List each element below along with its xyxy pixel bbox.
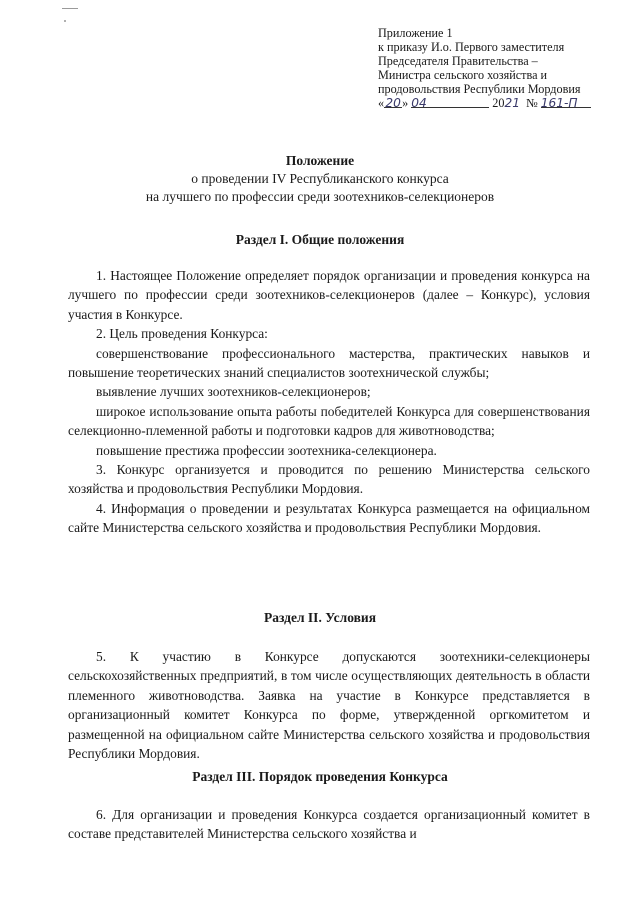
appendix-line: Министра сельского хозяйства и: [378, 68, 548, 82]
date-quote-close: »: [402, 96, 412, 110]
section-3-heading: Раздел III. Порядок проведения Конкурса: [192, 769, 448, 784]
title-main: Положение: [285, 153, 355, 168]
appendix-line: к приказу И.о. Первого заместителя: [378, 40, 565, 54]
date-year-handwritten: 21: [504, 96, 520, 110]
section-3-body: [68, 805, 590, 844]
paragraph: 5. К участию в Конкурсе допускаются зоотехники-селекционеры сельскохозяйственных предприятий, в том числе осуществляющих деятельность в области племенного животноводства. Заявка на участие в Конкурсе представляется в организационный комитет Конкурса по форме, утвержденной оргкомитетом и размещенной на официальном сайте Министерства сельского хозяйства и продовольствия Республики Мордовия.: [68, 649, 590, 762]
paragraph: выявление лучших зоотехников-селекционеров;: [96, 384, 371, 400]
document-title: [0, 152, 640, 206]
appendix-line: продовольствия Республики Мордовия: [378, 82, 581, 96]
section-2-body: [68, 647, 590, 763]
date-year-prefix: 20: [489, 96, 505, 110]
section-2-heading: Раздел II. Условия: [263, 610, 376, 625]
order-number-label: №: [526, 96, 538, 110]
paragraph: 2. Цель проведения Конкурса:: [96, 326, 268, 342]
appendix-block: [378, 26, 618, 110]
paragraph: 6. Для организации и проведения Конкурса создается организационный комитет в составе представителей Министерства сельского хозяйства и: [68, 807, 590, 842]
paragraph: 3. Конкурс организуется и проводится по решению Министерства сельского хозяйства и продовольствия Республики Мордовия.: [68, 462, 590, 497]
date-day-handwritten: 20: [385, 96, 401, 110]
appendix-line: Председателя Правительства –: [378, 54, 538, 68]
paragraph: совершенствование профессионального мастерства, практических навыков и повышение теоретических знаний специалистов зоотехнической службы;: [68, 345, 590, 381]
date-quote-open: «: [378, 96, 385, 110]
paragraph: 1. Настоящее Положение определяет порядок организации и проведения конкурса на лучшего по профессии среди зоотехников-селекционеров (далее – Конкурс), условия участия в Конкурсе.: [68, 268, 590, 322]
order-number-handwritten: 161-П: [541, 96, 591, 108]
scan-artifact-dot: [64, 20, 66, 22]
paragraph: 4. Информация о проведении и результатах Конкурса размещается на официальном сайте Министерства сельского хозяйства и продовольствия Республики Мордовия.: [68, 500, 590, 536]
title-line: на лучшего по профессии среди зоотехников-селекционеров: [145, 189, 495, 204]
scan-artifact-line: [62, 8, 78, 9]
paragraph: повышение престижа профессии зоотехника-селекционера.: [96, 442, 437, 458]
section-1-body: [68, 266, 590, 538]
order-date-row: [378, 96, 618, 110]
section-1-heading: Раздел I. Общие положения: [235, 232, 405, 247]
paragraph: широкое использование опыта работы победителей Конкурса для совершенствования селекционно-племенной работы и подготовки кадров для животноводства;: [68, 403, 590, 439]
title-line: о проведении IV Республиканского конкурса: [191, 171, 449, 186]
appendix-line: Приложение 1: [378, 26, 453, 40]
date-month-handwritten: 04: [411, 96, 489, 108]
